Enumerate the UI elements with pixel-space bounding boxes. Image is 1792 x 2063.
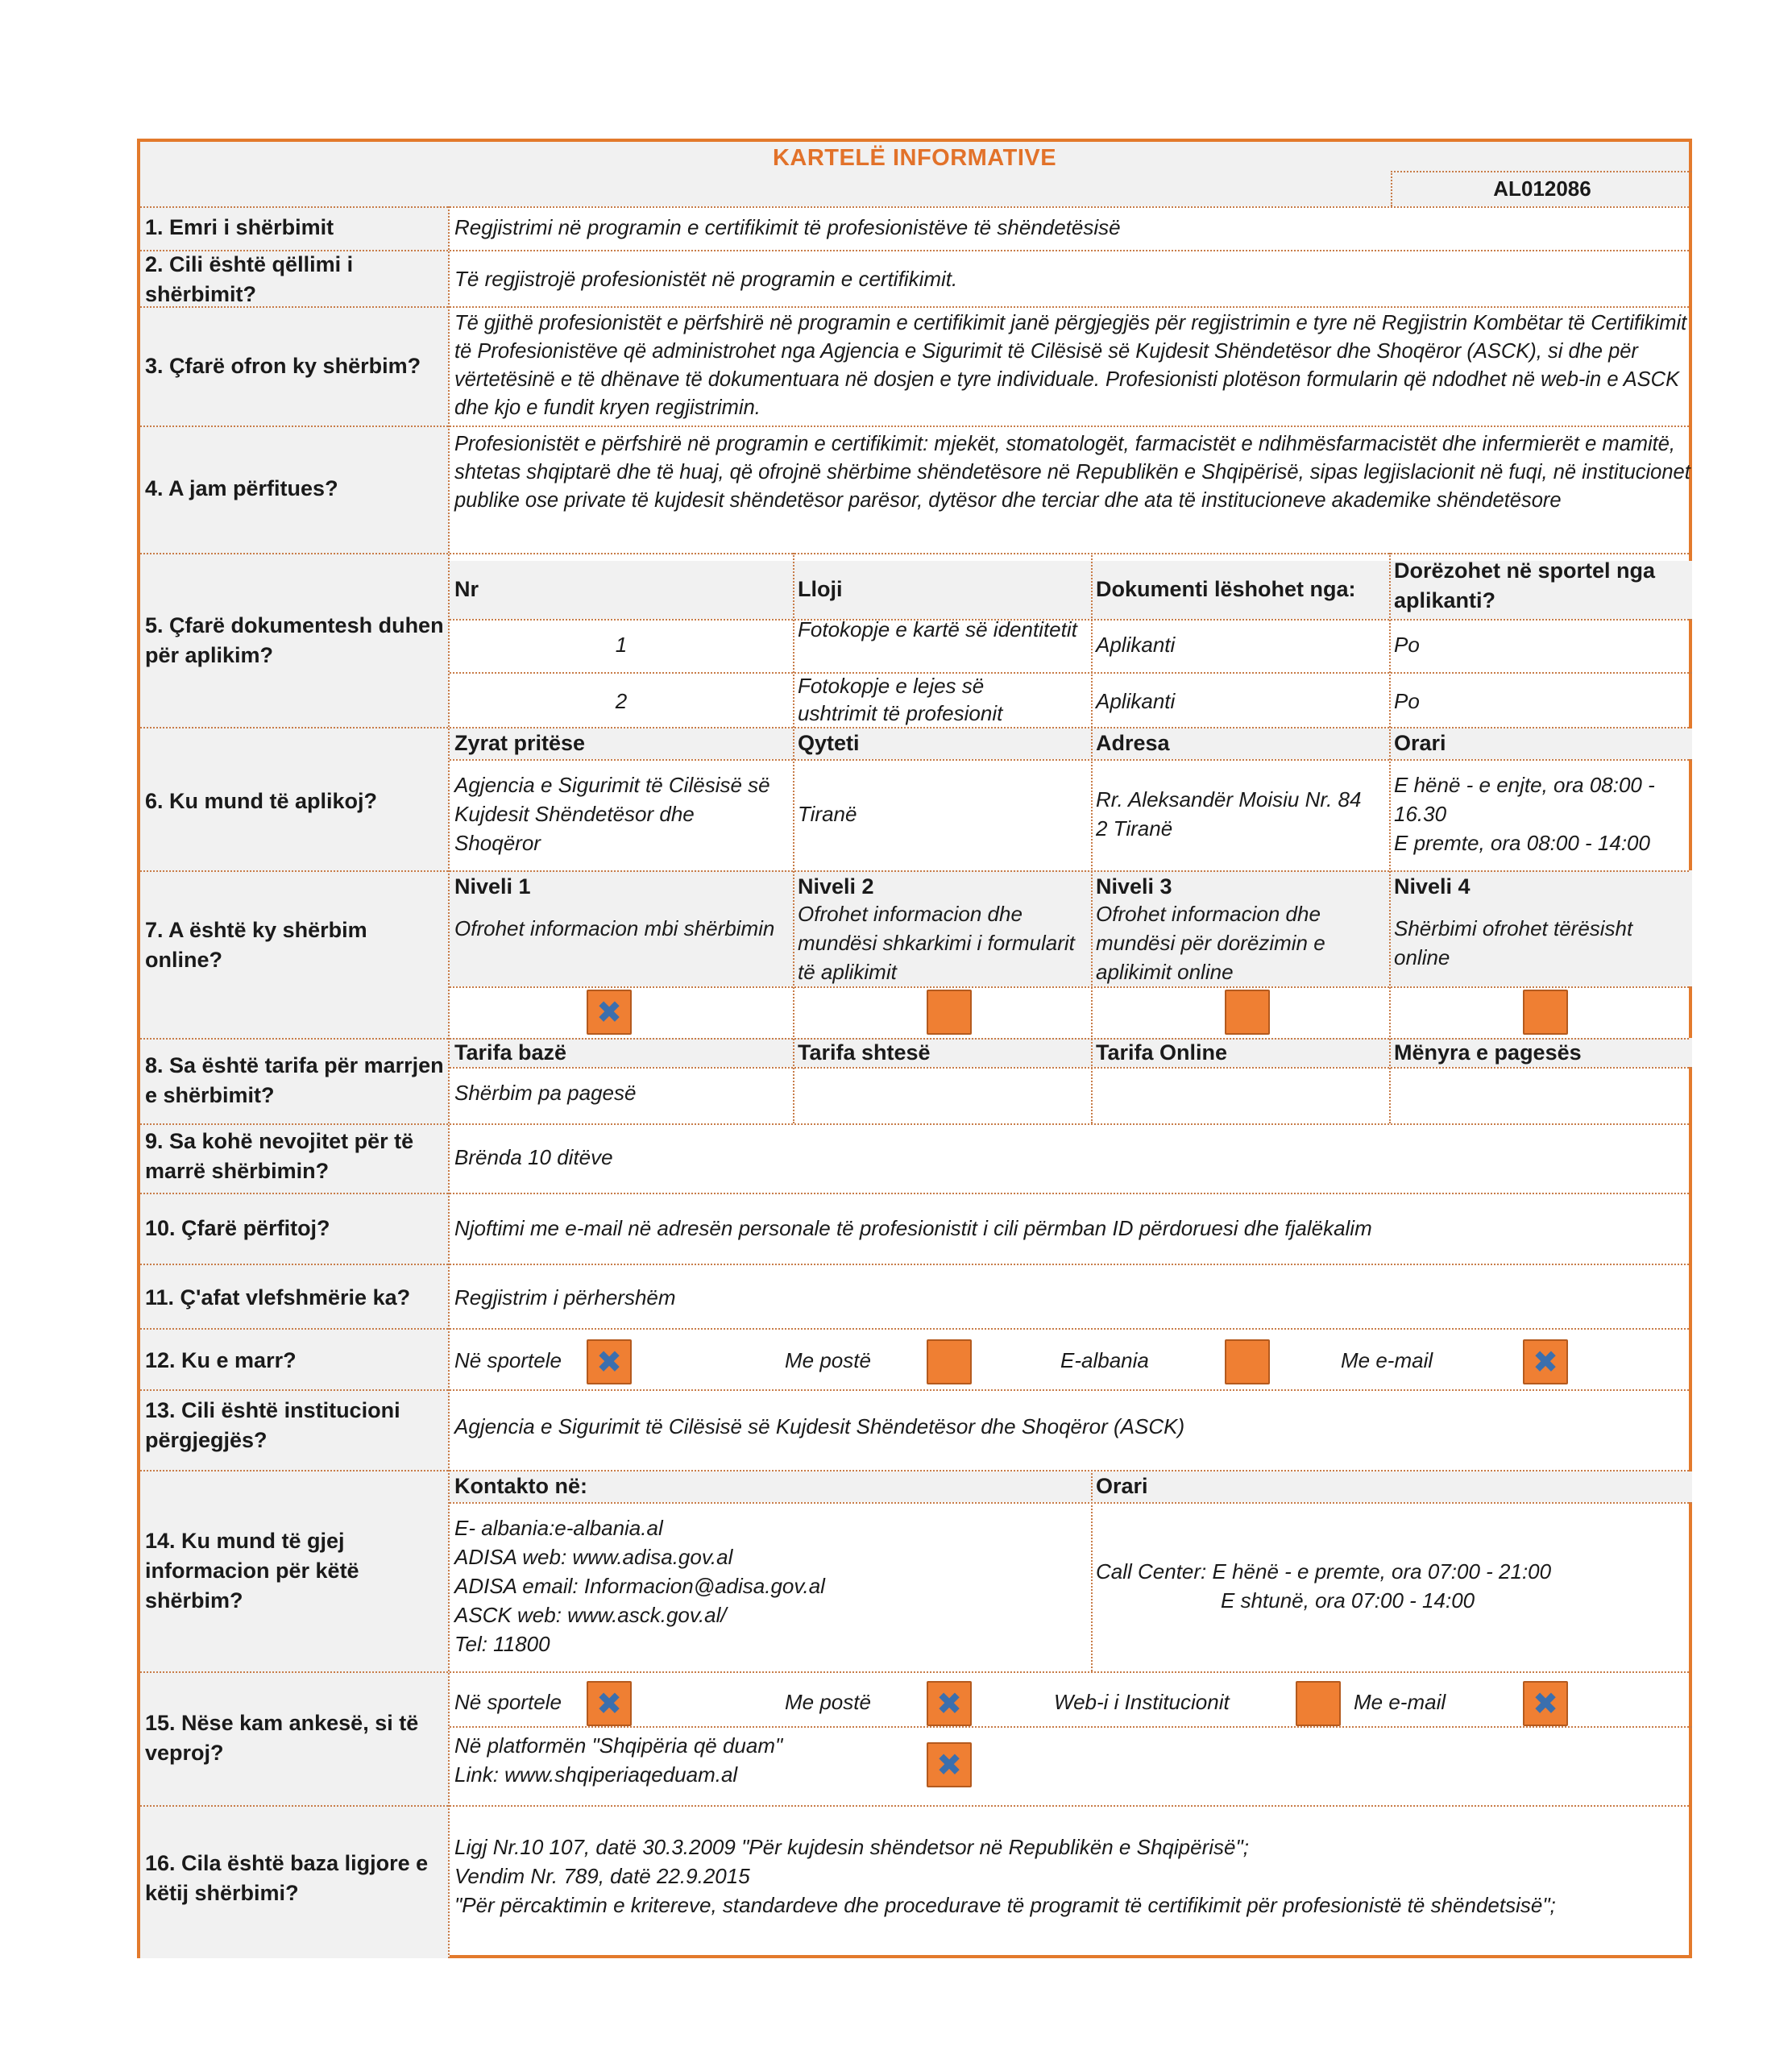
- s8-header-shtese: Tarifa shtesë: [798, 1040, 931, 1065]
- row-divider: [140, 1470, 1689, 1471]
- s12-option3-checkbox[interactable]: [1225, 1339, 1270, 1384]
- s6-header-zyrat: Zyrat pritëse: [454, 731, 586, 755]
- s12-option2-checkbox[interactable]: [927, 1339, 972, 1384]
- s3-value: Të gjithë profesionistët e përfshirë në programin e certifikimit janë përgjegjës për regjistrimin e tyre në Regjistrin Kombëtar të Certifikimit të Profesionistëve që administrohet nga Agjencia e Sigurimit të Cilësisë së Kujdesit Shëndetësor dhe Shoqëror (ASCK), si dhe për vërtetësinë e të dhënave të dokumentuara në dosjen e tyre individuale. Profesionisti plotëson formularin që ndodhet në web-in e ASCK dhe kjo e fundit kryen regjistrimin.: [454, 312, 1687, 419]
- column-divider: [1091, 553, 1093, 1123]
- s7-level3-checkbox[interactable]: [1225, 990, 1270, 1035]
- s4-label: 4. A jam përfitues?: [145, 476, 338, 500]
- s8-label: 8. Sa është tarifa për marrjen e shërbimit?: [145, 1053, 444, 1107]
- row-divider: [140, 1805, 1689, 1807]
- s3-label: 3. Çfarë ofron ky shërbim?: [145, 354, 421, 378]
- row-divider: [140, 1389, 1689, 1391]
- x-mark-icon: ✖: [596, 994, 622, 1030]
- s16-line1: Ligj Nr.10 107, datë 30.3.2009 "Për kujdesin shëndetsor në Republikën e Shqipërisë";: [454, 1835, 1249, 1859]
- s12-option2-label: Me postë: [785, 1348, 871, 1372]
- s8-header-menyra: Mënyra e pagesës: [1394, 1040, 1582, 1065]
- s15-option1-label: Në sportele: [454, 1690, 562, 1714]
- s7-level1-checkbox[interactable]: [587, 990, 632, 1035]
- column-divider: [448, 206, 450, 1958]
- s14-contact-header: Kontakto në:: [454, 1474, 587, 1498]
- s15-option4-label: Me e-mail: [1354, 1690, 1446, 1714]
- s13-value: Agjencia e Sigurimit të Cilësisë së Kujdesit Shëndetësor dhe Shoqëror (ASCK): [454, 1414, 1185, 1438]
- s2-label: 2. Cili është qëllimi i shërbimit?: [145, 252, 354, 306]
- s10-value: Njoftimi me e-mail në adresën personale të profesionistit i cili përmban ID përdoruesi dhe fjalëkalim: [454, 1216, 1372, 1240]
- s5-row2-nga: Aplikanti: [1096, 689, 1176, 713]
- s7-level1-name: Niveli 1: [454, 874, 531, 899]
- s7-level3-desc: Ofrohet informacion dhe mundësi për dorëzimin e aplikimit online: [1096, 902, 1325, 984]
- s4-value: Profesionistët e përfshirë në programin e certifikimit: mjekët, stomatologët, farmacistët e ndihmësfarmacistët dhe infermierët e mamitë, shtetas shqiptarë dhe të huaj, që ofrojnë shërbime shëndetësore në Republikën e Shqipërisë, sipas legjislacionit në fuqi, në institucionet publike ose private të kujdesit shëndetësor parësor, dytësor dhe terciar dhe ata të institucioneve akademike shëndetësore: [454, 433, 1690, 512]
- s12-option1-label: Në sportele: [454, 1348, 562, 1372]
- s8-header-baze: Tarifa bazë: [454, 1040, 567, 1065]
- s7-level1-desc: Ofrohet informacion mbi shërbimin: [454, 916, 775, 940]
- s14-header-bg: [450, 1471, 1692, 1502]
- s12-option4-label: Me e-mail: [1341, 1348, 1433, 1372]
- s15-option2-label: Me postë: [785, 1690, 871, 1714]
- s5-header-dorezohet: Dorëzohet në sportel nga aplikanti?: [1394, 558, 1656, 612]
- table-divider: [450, 986, 1692, 988]
- s5-header-nga: Dokumenti lëshohet nga:: [1096, 577, 1356, 601]
- row-divider: [140, 425, 1689, 427]
- x-mark-icon: ✖: [596, 1686, 622, 1721]
- s9-label: 9. Sa kohë nevojitet për të marrë shërbimin?: [145, 1129, 414, 1183]
- s15-label: 15. Nëse kam ankesë, si të veproj?: [145, 1711, 419, 1765]
- x-mark-icon: ✖: [936, 1747, 962, 1783]
- s15-option1-checkbox[interactable]: [587, 1681, 632, 1726]
- s5-label: 5. Çfarë dokumentesh duhen për aplikim?: [145, 613, 444, 667]
- s5-row2-nr: 2: [615, 689, 628, 713]
- s15-platform-line1: Në platformën "Shqipëria që duam": [454, 1733, 783, 1758]
- s7-level4-checkbox[interactable]: [1523, 990, 1568, 1035]
- s5-row2-dorezohet: Po: [1394, 689, 1420, 713]
- s5-row1-nr: 1: [615, 633, 628, 657]
- s15-option2-checkbox[interactable]: [927, 1681, 972, 1726]
- s12-label: 12. Ku e marr?: [145, 1348, 297, 1372]
- row-divider: [140, 553, 1689, 554]
- s11-label: 11. Ç'afat vlefshmërie ka?: [145, 1285, 411, 1310]
- s15-platform-checkbox[interactable]: [927, 1742, 972, 1787]
- s7-level4-desc: Shërbimi ofrohet tërësisht online: [1394, 916, 1633, 969]
- x-mark-icon: ✖: [1533, 1344, 1558, 1380]
- s5-row1-nga: Aplikanti: [1096, 633, 1176, 657]
- s6-header-bg: [450, 728, 1692, 759]
- s8-header-online: Tarifa Online: [1096, 1040, 1228, 1065]
- s6-header-orari: Orari: [1394, 731, 1446, 755]
- s14-orari-line1: Call Center: E hënë - e premte, ora 07:00 - 21:00: [1096, 1559, 1552, 1584]
- s16-line2: Vendim Nr. 789, datë 22.9.2015: [454, 1864, 750, 1888]
- s6-qyteti: Tiranë: [798, 802, 857, 826]
- s16-line3: "Për përcaktimin e kritereve, standardeve dhe procedurave të programit të certifikimit për profesionistë të shëndetsisë";: [454, 1893, 1556, 1917]
- s7-level4-name: Niveli 4: [1394, 874, 1471, 899]
- s14-contact-value: E- albania:e-albania.al ADISA web: www.adisa.gov.al ADISA email: Informacion@adisa.gov.al ASCK web: www.asck.gov.al/ Tel: 11800: [454, 1516, 825, 1656]
- s16-label: 16. Cila është baza ligjore e këtij shërbimi?: [145, 1851, 429, 1905]
- card-code: AL012086: [1391, 171, 1692, 206]
- s9-value: Brënda 10 ditëve: [454, 1145, 613, 1169]
- table-divider: [450, 672, 1692, 674]
- s14-orari-header: Orari: [1096, 1474, 1148, 1498]
- s6-header-qyteti: Qyteti: [798, 731, 860, 755]
- s7-level2-desc: Ofrohet informacion dhe mundësi shkarkimi i formularit të aplikimit: [798, 902, 1075, 984]
- s15-platform-link: Link: www.shqiperiaqeduam.al: [454, 1762, 738, 1787]
- column-divider: [1091, 1470, 1093, 1671]
- x-mark-icon: ✖: [936, 1686, 962, 1721]
- row-divider: [140, 727, 1689, 728]
- s6-header-adresa: Adresa: [1096, 731, 1170, 755]
- s5-header-nr: Nr: [454, 577, 479, 601]
- s6-label: 6. Ku mund të aplikoj?: [145, 789, 378, 813]
- s7-level2-name: Niveli 2: [798, 874, 874, 899]
- s11-value: Regjistrim i përhershëm: [454, 1285, 676, 1310]
- x-mark-icon: ✖: [1533, 1686, 1558, 1721]
- row-divider: [140, 1328, 1689, 1330]
- s8-baze-value: Shërbim pa pagesë: [454, 1081, 637, 1105]
- s12-option4-checkbox[interactable]: [1523, 1339, 1568, 1384]
- s12-option3-label: E-albania: [1060, 1348, 1149, 1372]
- s14-orari-line2: E shtunë, ora 07:00 - 14:00: [1221, 1588, 1475, 1613]
- s7-level3-name: Niveli 3: [1096, 874, 1172, 899]
- table-divider: [450, 759, 1692, 761]
- s1-label: 1. Emri i shërbimit: [145, 215, 334, 239]
- s10-label: 10. Çfarë përfitoj?: [145, 1216, 330, 1240]
- s6-orari: E hënë - e enjte, ora 08:00 - 16.30 E premte, ora 08:00 - 14:00: [1394, 773, 1655, 855]
- column-divider: [1389, 553, 1391, 1123]
- row-divider: [140, 1264, 1689, 1265]
- s15-option3-label: Web-i i Institucionit: [1054, 1690, 1230, 1714]
- s6-adresa: Rr. Aleksandër Moisiu Nr. 84 2 Tiranë: [1096, 787, 1362, 841]
- s5-header-lloji: Lloji: [798, 577, 843, 601]
- x-mark-icon: ✖: [596, 1344, 622, 1380]
- card-title: KARTELË INFORMATIVE: [772, 145, 1057, 171]
- s14-label: 14. Ku mund të gjej informacion për këtë shërbim?: [145, 1529, 359, 1613]
- row-divider: [140, 1123, 1689, 1125]
- row-divider: [140, 1193, 1689, 1194]
- s13-label: 13. Cili është institucioni përgjegjës?: [145, 1398, 400, 1452]
- info-card: [137, 139, 1692, 1958]
- s5-row1-lloji: Fotokopje e kartë së identitetit: [798, 617, 1077, 641]
- s5-row1-dorezohet: Po: [1394, 633, 1420, 657]
- s7-label: 7. A është ky shërbim online?: [145, 918, 367, 972]
- table-divider: [450, 1502, 1692, 1504]
- s12-option1-checkbox[interactable]: [587, 1339, 632, 1384]
- s1-value: Regjistrimi në programin e certifikimit të profesionistëve të shëndetësisë: [454, 215, 1121, 239]
- s7-level2-checkbox[interactable]: [927, 990, 972, 1035]
- s2-value: Të regjistrojë profesionistët në programin e certifikimit.: [454, 267, 958, 291]
- column-divider: [793, 553, 794, 1123]
- row-divider: [140, 206, 1689, 208]
- s5-row2-lloji: Fotokopje e lejes së ushtrimit të profesionit: [798, 674, 1003, 725]
- s15-option4-checkbox[interactable]: [1523, 1681, 1568, 1726]
- s15-option3-checkbox[interactable]: [1296, 1681, 1341, 1726]
- s6-zyra: Agjencia e Sigurimit të Cilësisë së Kujdesit Shëndetësor dhe Shoqëror: [454, 773, 770, 855]
- table-divider: [450, 1726, 1692, 1728]
- row-divider: [140, 1671, 1689, 1673]
